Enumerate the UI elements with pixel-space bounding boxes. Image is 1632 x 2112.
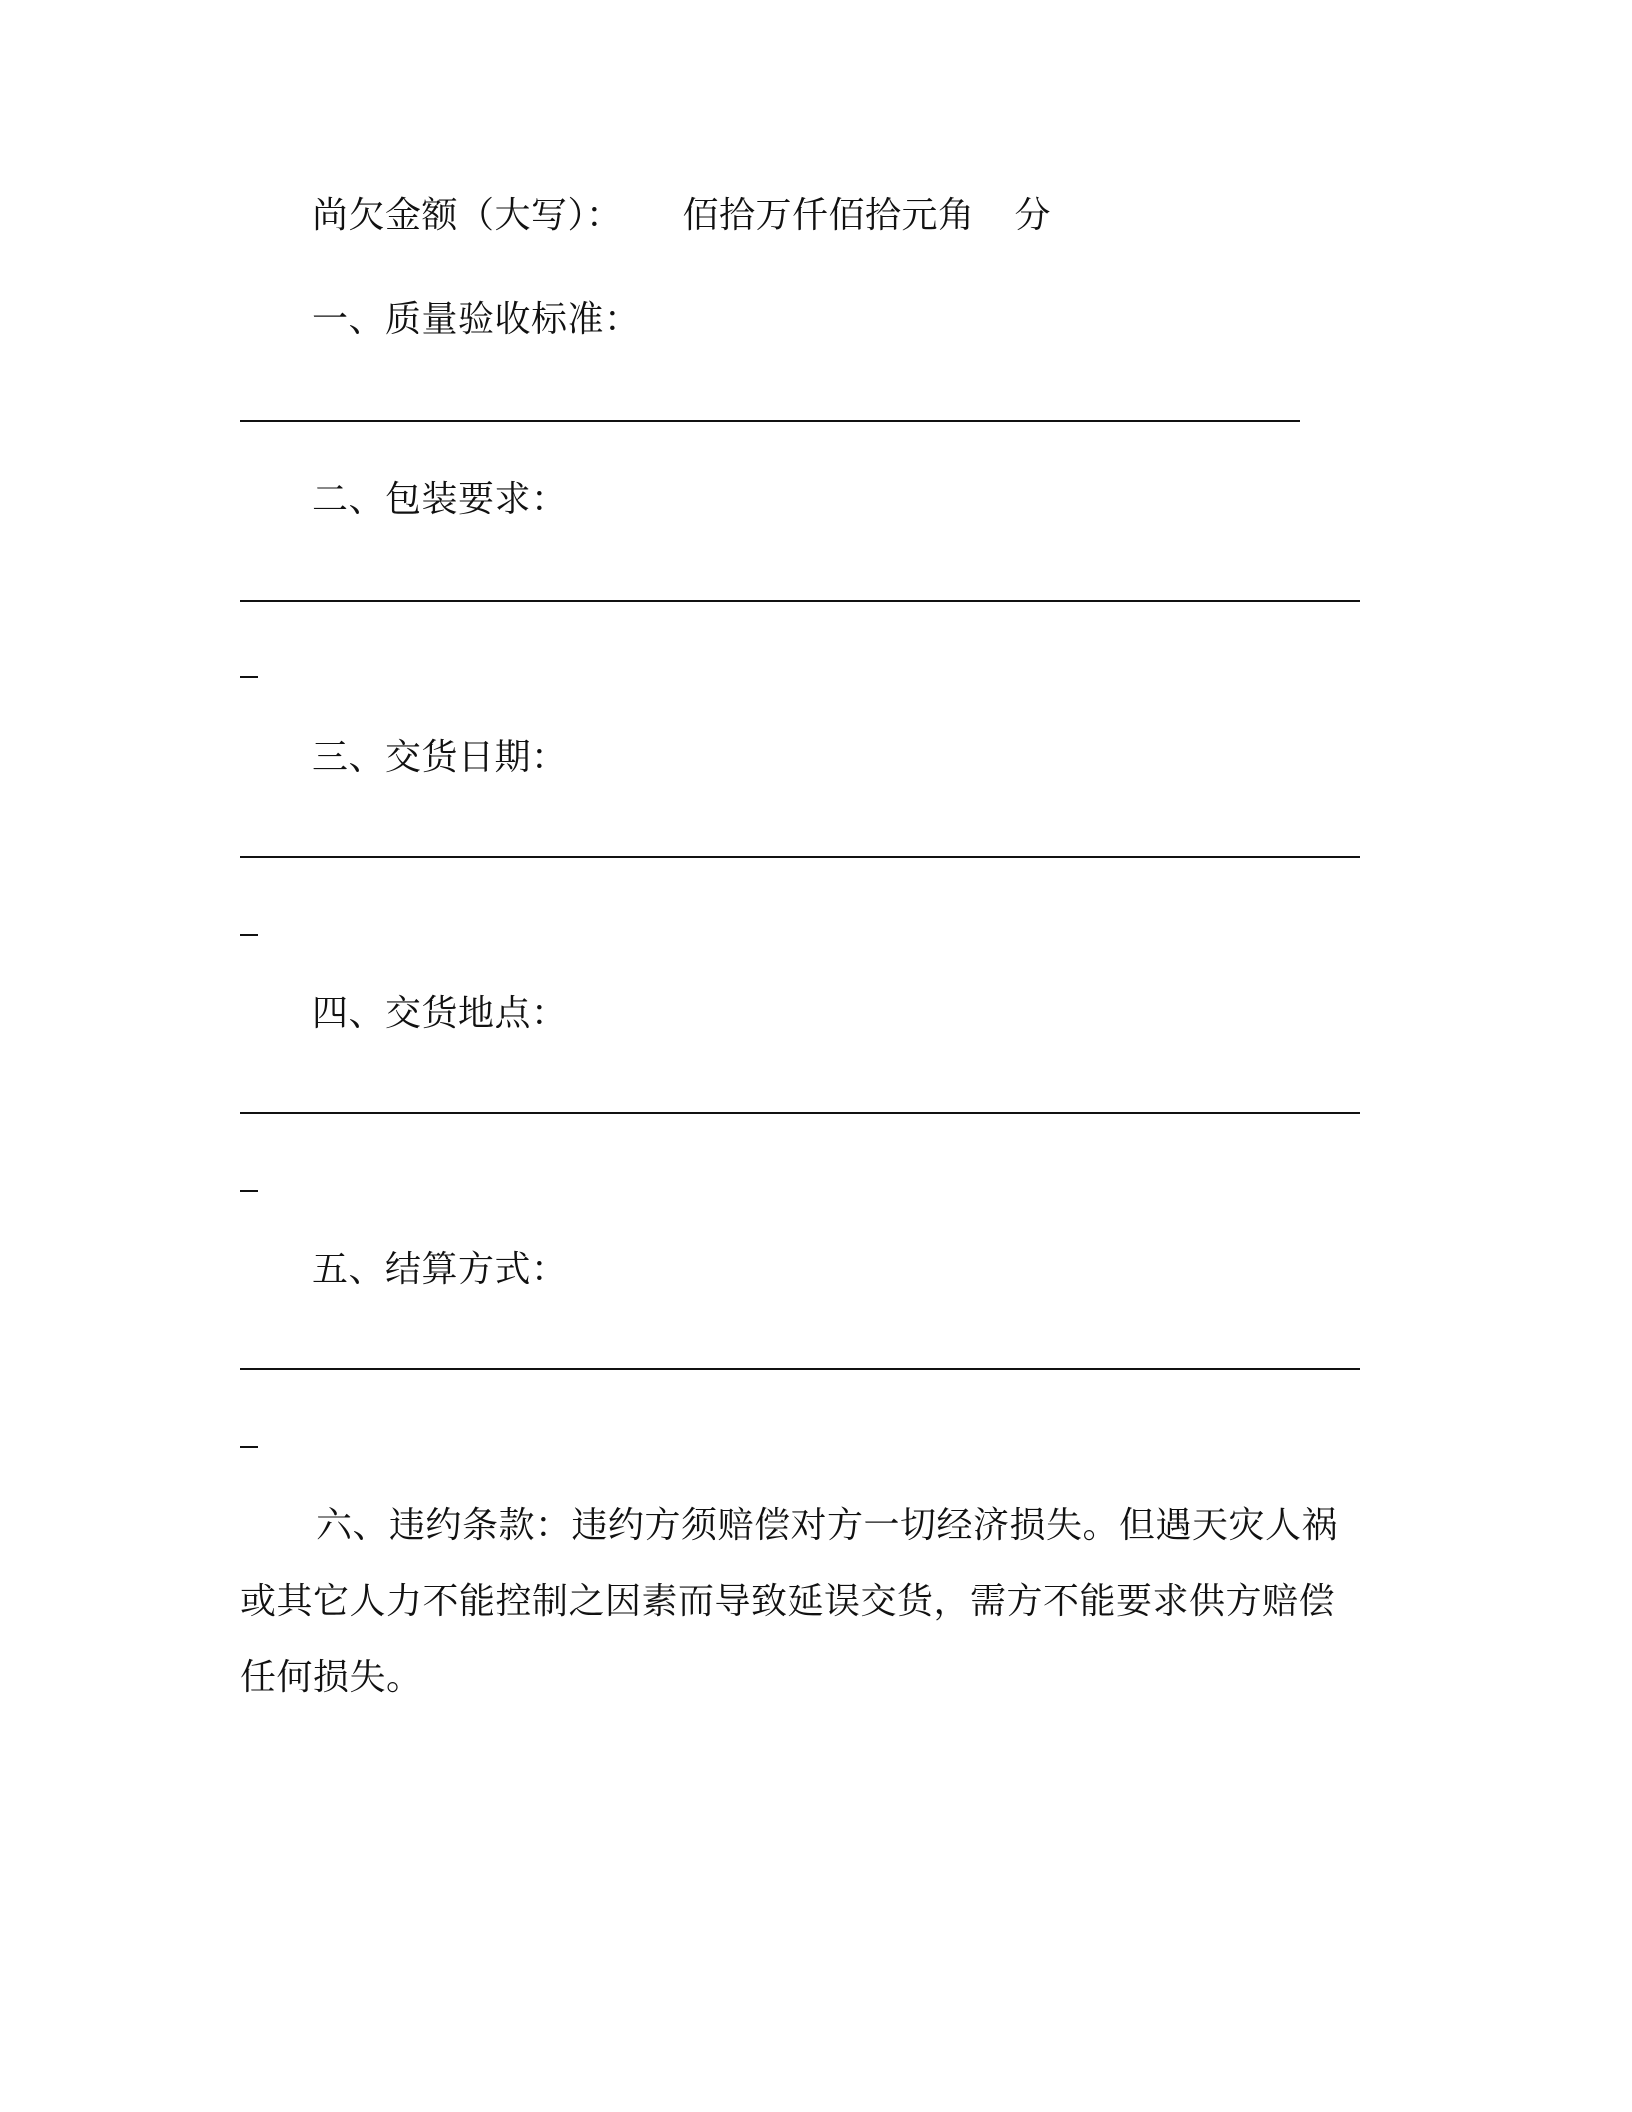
section-heading-settlement: 五、结算方式： — [312, 1249, 568, 1290]
blank-line-delivery-date — [240, 856, 1360, 858]
breach-clause-paragraph: 六、违约条款：违约方须赔偿对方一切经济损失。但遇天灾人祸或其它人力不能控制之因素而导致延误交货，需方不能要求供方赔偿任何损失。 — [240, 1505, 1339, 1698]
amount-owed-units: 佰拾万仟佰拾元角 — [682, 195, 975, 236]
blank-line-settlement — [240, 1368, 1360, 1370]
amount-owed-label: 尚欠金额（大写）： — [312, 195, 623, 236]
blank-line-delivery-date-tail — [240, 934, 258, 936]
section-heading-packaging: 二、包装要求： — [312, 479, 568, 520]
blank-line-quality — [240, 420, 1300, 422]
section-heading-delivery-date: 三、交货日期： — [312, 737, 568, 778]
section-heading-quality: 一、质量验收标准： — [312, 299, 641, 340]
amount-owed-fen: 分 — [1014, 195, 1052, 236]
amount-owed-line — [312, 194, 1051, 238]
blank-line-packaging-tail — [240, 676, 258, 678]
blank-line-delivery-place-tail — [240, 1190, 258, 1192]
section-heading-delivery-place: 四、交货地点： — [312, 993, 568, 1034]
blank-line-packaging — [240, 600, 1360, 602]
blank-line-settlement-tail — [240, 1446, 258, 1448]
blank-line-delivery-place — [240, 1112, 1360, 1114]
